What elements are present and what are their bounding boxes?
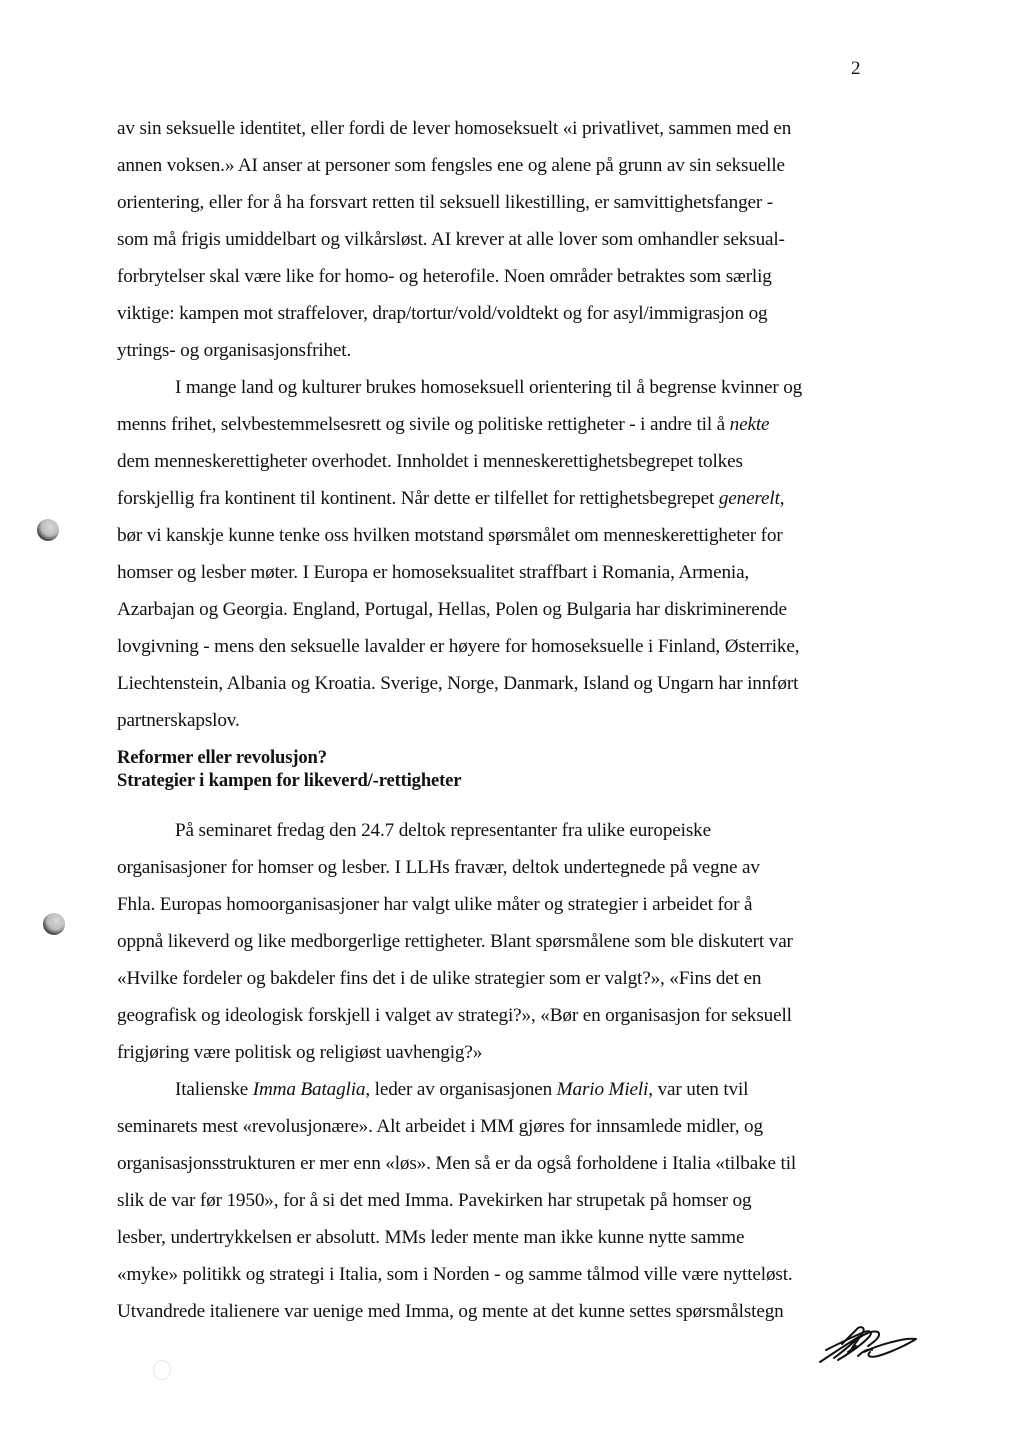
organisation-name: Mario Mieli [556, 1079, 649, 1100]
text-line: «myke» politikk og strategi i Italia, som i Norden - og samme tålmod ville være nytteløst. [117, 1264, 793, 1285]
text-line: dem menneskerettigheter overhodet. Innholdet i menneskerettighetsbegrepet tolkes [117, 451, 743, 472]
text-line [175, 1079, 748, 1101]
text-span: , [779, 488, 785, 509]
text-line: bør vi kanskje kunne tenke oss hvilken motstand spørsmålet om menneskerettigheter for [117, 525, 783, 546]
text-span: menns frihet, selvbestemmelsesrett og sivile og politiske rettigheter - i andre til å [117, 414, 730, 435]
section-subheading: Strategier i kampen for likeverd/-rettigheter [117, 770, 462, 791]
text-line: I mange land og kulturer brukes homoseksuell orientering til å begrense kvinner og [175, 377, 803, 398]
text-line: «Hvilke fordeler og bakdeler fins det i de ulike strategier som er valgt?», «Fins det en [117, 968, 762, 989]
text-line: Azarbajan og Georgia. England, Portugal, Hellas, Polen og Bulgaria har diskriminerende [117, 599, 787, 620]
text-line: frigjøring være politisk og religiøst uavhengig?» [117, 1042, 483, 1063]
text-line: som må frigis umiddelbart og vilkårsløst. AI krever at alle lover som omhandler seksual- [117, 229, 785, 250]
text-line: Fhla. Europas homoorganisasjoner har valgt ulike måter og strategier i arbeidet for å [117, 894, 753, 915]
text-line: av sin seksuelle identitet, eller fordi de lever homoseksuelt «i privatlivet, sammen med en [117, 118, 792, 139]
text-line: partnerskapslov. [117, 710, 240, 731]
signature-initials [812, 1322, 922, 1372]
text-span: Italienske [175, 1079, 253, 1100]
text-line: orientering, eller for å ha forsvart retten til seksuell likestilling, er samvittighetsfanger - [117, 192, 774, 213]
text-span: , var uten tvil [648, 1079, 749, 1100]
person-name: Imma Bataglia [252, 1079, 366, 1100]
text-line [117, 414, 769, 436]
text-line: forbrytelser skal være like for homo- og heterofile. Noen områder betraktes som særlig [117, 266, 772, 287]
emphasis-text: nekte [729, 414, 770, 435]
text-line: ytrings- og organisasjonsfrihet. [117, 340, 352, 361]
emphasis-text: generelt [718, 488, 780, 509]
text-line: På seminaret fredag den 24.7 deltok representanter fra ulike europeiske [175, 820, 711, 841]
text-line: viktige: kampen mot straffelover, drap/tortur/vold/voldtekt og for asyl/immigrasjon og [117, 303, 768, 324]
text-line: oppnå likeverd og like medborgerlige rettigheter. Blant spørsmålene som ble diskutert var [117, 931, 793, 952]
text-line: lovgivning - mens den seksuelle lavalder er høyere for homoseksuelle i Finland, Østerrike, [117, 636, 800, 657]
text-line: geografisk og ideologisk forskjell i valget av strategi?», «Bør en organisasjon for seksuell [117, 1005, 792, 1026]
text-line: homser og lesber møter. I Europa er homoseksualitet straffbart i Romania, Armenia, [117, 562, 750, 583]
text-span: , leder av organisasjonen [365, 1079, 557, 1100]
page-number: 2 [851, 58, 861, 79]
text-line: slik de var før 1950», for å si det med Imma. Pavekirken har strupetak på homser og [117, 1190, 752, 1211]
punch-hole-mark [43, 913, 65, 935]
text-line: annen voksen.» AI anser at personer som fengsles ene og alene på grunn av sin seksuelle [117, 155, 785, 176]
text-line: organisasjoner for homser og lesber. I LLHs fravær, deltok undertegnede på vegne av [117, 857, 760, 878]
text-line: Liechtenstein, Albania og Kroatia. Sverige, Norge, Danmark, Island og Ungarn har innført [117, 673, 799, 694]
section-heading: Reformer eller revolusjon? [117, 747, 327, 768]
punch-hole-mark [37, 519, 59, 541]
text-line: Utvandrede italienere var uenige med Imma, og mente at det kunne settes spørsmålstegn [117, 1301, 784, 1322]
text-line: seminarets mest «revolusjonære». Alt arbeidet i MM gjøres for innsamlede midler, og [117, 1116, 763, 1137]
text-line [117, 488, 784, 510]
text-line: organisasjonsstrukturen er mer enn «løs». Men så er da også forholdene i Italia «tilbake til [117, 1153, 797, 1174]
faint-scan-mark [153, 1360, 171, 1380]
text-line: lesber, undertrykkelsen er absolutt. MMs leder mente man ikke kunne nytte samme [117, 1227, 745, 1248]
text-span: forskjellig fra kontinent til kontinent. Når dette er tilfellet for rettighetsbegrepet [117, 488, 719, 509]
